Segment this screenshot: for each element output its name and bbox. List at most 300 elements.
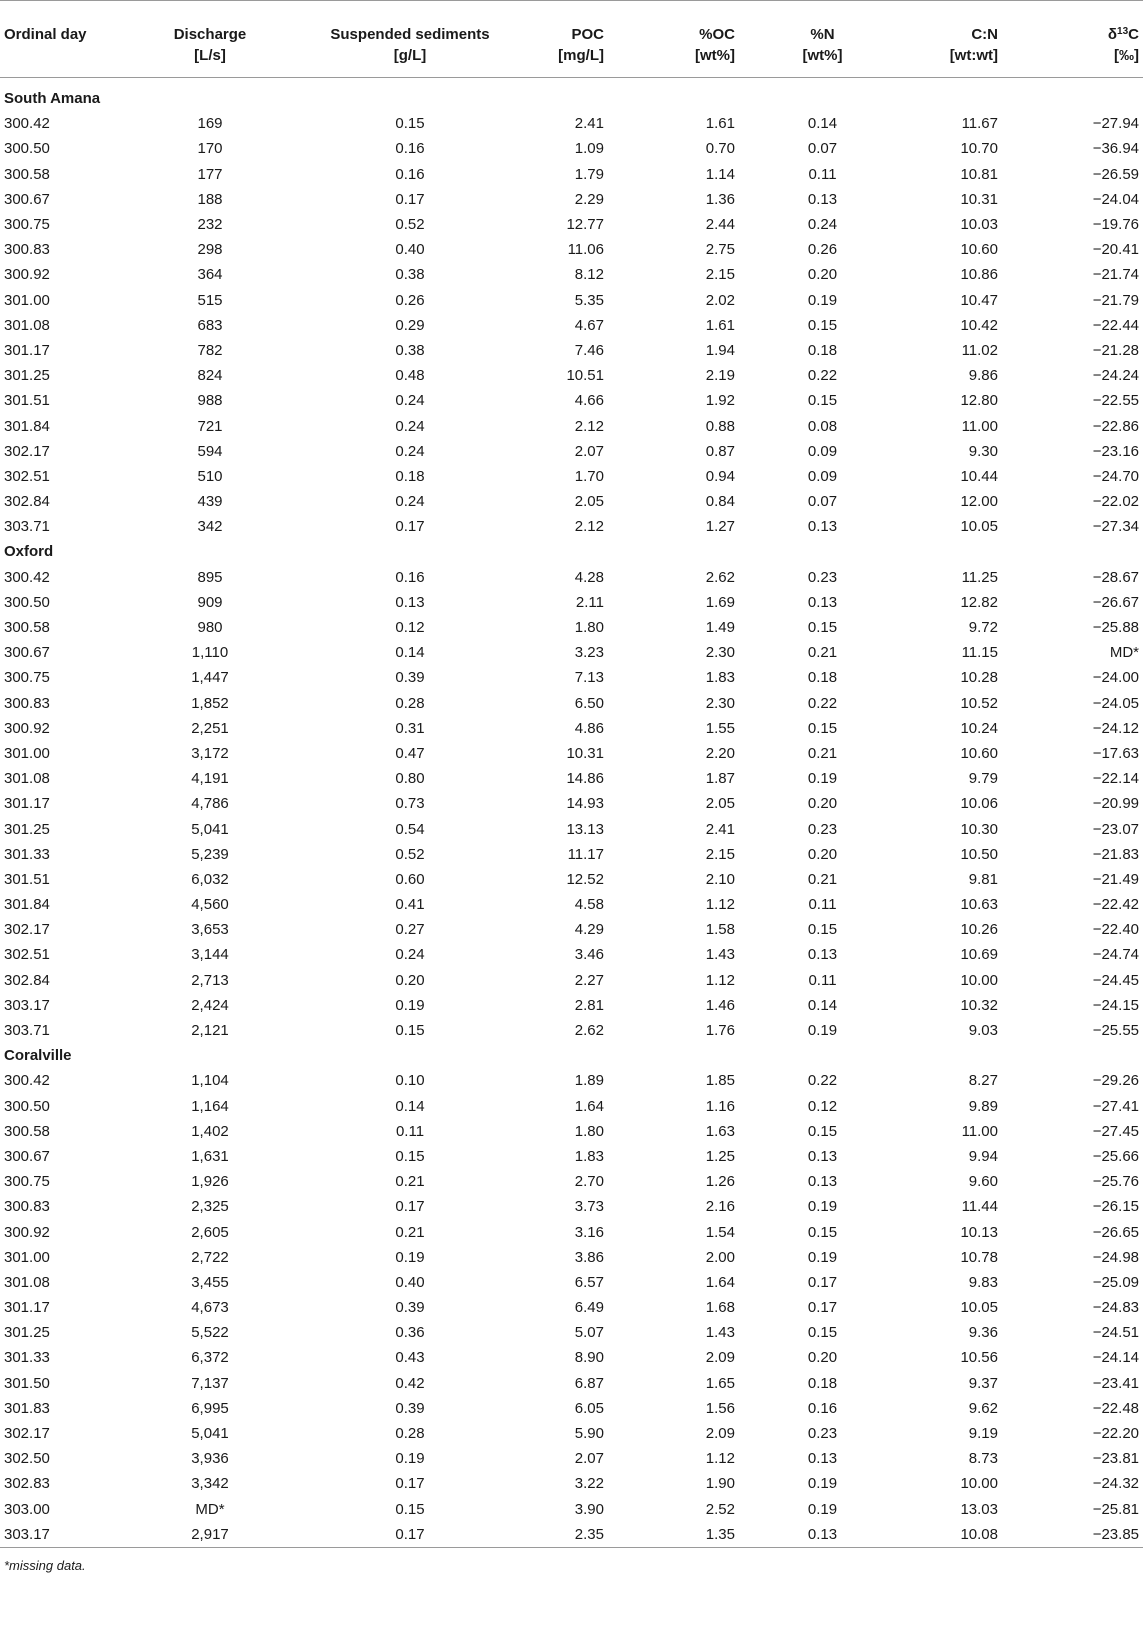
cell-d13c: −20.99: [1092, 795, 1139, 813]
cell-poc: 10.31: [566, 744, 604, 762]
cell-d13c: −24.14: [1092, 1349, 1139, 1367]
cell-d13c: −24.00: [1092, 669, 1139, 687]
cell-cn: 11.00: [961, 1122, 998, 1140]
cell-n: 0.15: [807, 1223, 838, 1241]
cell-oc: 0.84: [705, 493, 735, 511]
cell-ordinal-day: 302.17: [4, 442, 50, 460]
cell-n: 0.16: [807, 1399, 838, 1417]
table-row: [0, 1471, 1143, 1496]
cell-poc: 2.35: [510, 1522, 614, 1548]
cell-discharge: 824: [197, 367, 223, 385]
table-row: [0, 1446, 1143, 1471]
cell-cn: 12.00: [960, 493, 998, 511]
cell-cn: 10.70: [960, 140, 998, 158]
cell-n: 0.19: [807, 1022, 838, 1040]
cell-ordinal-day: 303.71: [4, 1022, 50, 1040]
cell-poc: 2.41: [574, 115, 604, 133]
cell-d13c: −24.15: [1092, 996, 1139, 1014]
cell-poc: 3.16: [574, 1223, 604, 1241]
cell-ordinal-day: 301.51: [4, 870, 50, 888]
cell-discharge: 2,251: [191, 719, 229, 737]
cell-oc: 1.43: [705, 1324, 735, 1342]
cell-poc: 8.90: [574, 1349, 604, 1367]
cell-suspended-sediments: 0.12: [395, 619, 425, 637]
cell-n: 0.11: [808, 971, 837, 989]
table-row: [0, 1219, 1143, 1244]
cell-ordinal-day: 301.08: [4, 770, 50, 788]
cell-d13c: −19.76: [1092, 216, 1139, 234]
cell-poc: 11.17: [567, 845, 604, 863]
unit-n: [wt%]: [763, 45, 882, 78]
cell-suspended-sediments: 0.21: [395, 1223, 425, 1241]
table-row: [0, 766, 1143, 791]
header-row: [0, 1, 1143, 46]
cell-discharge: 980: [197, 619, 223, 637]
cell-discharge: 439: [197, 493, 223, 511]
unit-ordinal-day: [0, 45, 110, 78]
cell-d13c: −21.28: [1092, 341, 1139, 359]
cell-suspended-sediments: 0.18: [395, 467, 425, 485]
cell-n: 0.13: [807, 1450, 838, 1468]
cell-ordinal-day: 303.17: [4, 996, 50, 1014]
cell-n: 0.22: [807, 694, 838, 712]
cell-oc: 2.41: [705, 820, 735, 838]
cell-oc: 2.15: [705, 266, 735, 284]
cell-discharge: 6,995: [191, 1399, 229, 1417]
cell-oc: 2.02: [705, 291, 735, 309]
cell-n: 0.24: [807, 216, 838, 234]
cell-cn: 10.28: [960, 669, 998, 687]
cell-oc: 1.65: [705, 1374, 735, 1392]
cell-oc: 2.30: [705, 694, 735, 712]
column-header-discharge: Discharge: [110, 1, 310, 46]
cell-n: 0.09: [807, 442, 838, 460]
cell-suspended-sediments: 0.47: [395, 744, 425, 762]
cell-d13c: −24.12: [1092, 719, 1139, 737]
cell-suspended-sediments: 0.14: [395, 644, 425, 662]
cell-d13c: −23.85: [1040, 1522, 1143, 1548]
cell-oc: 1.12: [705, 971, 735, 989]
cell-cn: 11.25: [961, 568, 998, 586]
cell-d13c: −22.86: [1092, 417, 1139, 435]
cell-n: 0.19: [807, 1475, 838, 1493]
cell-d13c: −28.67: [1092, 568, 1139, 586]
cell-d13c: −22.40: [1092, 921, 1139, 939]
table-row: [0, 968, 1143, 993]
cell-oc: 1.56: [705, 1399, 735, 1417]
cell-poc: 1.80: [574, 619, 604, 637]
cell-n: 0.15: [807, 619, 838, 637]
cell-poc: 4.58: [574, 896, 604, 914]
cell-ordinal-day: 300.92: [4, 719, 50, 737]
cell-suspended-sediments: 0.43: [395, 1349, 425, 1367]
cell-cn: 10.32: [960, 996, 998, 1014]
cell-poc: 5.90: [574, 1425, 604, 1443]
cell-poc: 2.11: [575, 593, 604, 611]
cell-d13c: −23.16: [1092, 442, 1139, 460]
cell-d13c: −25.88: [1092, 619, 1139, 637]
cell-oc: 1.58: [705, 921, 735, 939]
cell-suspended-sediments: 0.17: [395, 190, 425, 208]
table-row: [0, 187, 1143, 212]
cell-oc: 1.16: [705, 1097, 735, 1115]
table-row: [0, 1345, 1143, 1370]
cell-n: 0.09: [807, 467, 838, 485]
cell-n: 0.20: [807, 845, 838, 863]
cell-poc: 6.05: [574, 1399, 604, 1417]
cell-oc: 0.87: [705, 442, 735, 460]
cell-discharge: 4,191: [191, 770, 229, 788]
cell-suspended-sediments: 0.54: [395, 820, 425, 838]
cell-cn: 10.05: [960, 518, 998, 536]
cell-discharge: 169: [197, 115, 223, 133]
cell-discharge: 188: [197, 190, 223, 208]
section-title: South Amana: [4, 90, 101, 108]
cell-poc: 2.27: [574, 971, 604, 989]
cell-ordinal-day: 301.00: [4, 291, 50, 309]
cell-oc: 1.25: [705, 1147, 735, 1165]
table-row: [0, 942, 1143, 967]
table-row: [0, 212, 1143, 237]
cell-ordinal-day: 300.58: [4, 1122, 50, 1140]
cell-ordinal-day: 302.50: [4, 1450, 50, 1468]
cell-discharge: 909: [197, 593, 223, 611]
table-row: [0, 892, 1143, 917]
cell-cn: 9.89: [968, 1097, 998, 1115]
cell-poc: 4.66: [574, 392, 604, 410]
cell-oc: 2.15: [705, 845, 735, 863]
cell-cn: 10.06: [960, 795, 998, 813]
cell-poc: 2.07: [574, 442, 604, 460]
table-row: [0, 162, 1143, 187]
cell-suspended-sediments: 0.19: [395, 1450, 425, 1468]
cell-ordinal-day: 302.84: [4, 971, 50, 989]
cell-poc: 6.49: [574, 1299, 604, 1317]
cell-discharge: 1,926: [191, 1173, 229, 1191]
cell-ordinal-day: 303.00: [4, 1500, 50, 1518]
cell-cn: 10.86: [960, 266, 998, 284]
column-header-cn: C:N: [882, 1, 1040, 46]
cell-oc: 1.61: [705, 316, 735, 334]
table-row: [0, 338, 1143, 363]
cell-poc: 2.29: [574, 190, 604, 208]
cell-d13c: −26.59: [1092, 165, 1139, 183]
cell-d13c: −22.02: [1092, 493, 1139, 511]
cell-discharge: 1,110: [191, 644, 229, 662]
cell-cn: 9.83: [968, 1273, 998, 1291]
cell-discharge: 2,917: [110, 1522, 310, 1548]
cell-suspended-sediments: 0.40: [395, 1273, 425, 1291]
cell-cn: 10.78: [960, 1248, 998, 1266]
cell-poc: 7.13: [574, 669, 604, 687]
cell-poc: 2.81: [574, 996, 604, 1014]
cell-n: 0.19: [807, 1500, 838, 1518]
table-row: [0, 993, 1143, 1018]
cell-ordinal-day: 300.75: [4, 1173, 50, 1191]
cell-poc: 1.80: [574, 1122, 604, 1140]
cell-discharge: 1,104: [191, 1072, 229, 1090]
cell-discharge: 177: [197, 165, 223, 183]
cell-cn: 12.82: [960, 593, 998, 611]
cell-discharge: 2,121: [191, 1022, 229, 1040]
cell-d13c: −36.94: [1092, 140, 1139, 158]
table-row: [0, 262, 1143, 287]
cell-ordinal-day: 302.83: [4, 1475, 50, 1493]
table-row: [0, 1421, 1143, 1446]
table-row: [0, 615, 1143, 640]
cell-ordinal-day: 301.25: [4, 820, 50, 838]
cell-cn: 9.60: [968, 1173, 998, 1191]
cell-n: 0.19: [807, 1198, 838, 1216]
cell-poc: 12.52: [566, 870, 604, 888]
table-row: [0, 1295, 1143, 1320]
cell-cn: 11.67: [961, 115, 998, 133]
cell-ordinal-day: 300.50: [4, 593, 50, 611]
cell-suspended-sediments: 0.38: [395, 341, 425, 359]
table-row: [0, 842, 1143, 867]
cell-discharge: 2,605: [191, 1223, 229, 1241]
cell-d13c: −17.63: [1092, 744, 1139, 762]
cell-discharge: 6,372: [191, 1349, 229, 1367]
cell-oc: 1.61: [705, 115, 735, 133]
units-row: [0, 45, 1143, 78]
cell-d13c: −22.20: [1092, 1425, 1139, 1443]
cell-d13c: −24.74: [1092, 946, 1139, 964]
cell-cn: 10.47: [960, 291, 998, 309]
cell-discharge: 4,560: [191, 896, 229, 914]
cell-cn: 11.00: [961, 417, 998, 435]
cell-oc: 1.54: [705, 1223, 735, 1241]
cell-discharge: 1,447: [191, 669, 229, 687]
cell-n: 0.22: [807, 1072, 838, 1090]
cell-n: 0.23: [807, 568, 838, 586]
cell-cn: 10.31: [960, 190, 998, 208]
cell-cn: 9.62: [968, 1399, 998, 1417]
cell-d13c: −24.04: [1092, 190, 1139, 208]
cell-cn: 10.50: [960, 845, 998, 863]
cell-oc: 0.94: [705, 467, 735, 485]
cell-d13c: −22.48: [1092, 1399, 1139, 1417]
cell-cn: 10.13: [960, 1223, 998, 1241]
cell-poc: 4.29: [574, 921, 604, 939]
table-row: [0, 917, 1143, 942]
table-row: [0, 741, 1143, 766]
cell-poc: 3.46: [574, 946, 604, 964]
cell-poc: 1.70: [574, 467, 604, 485]
cell-ordinal-day: 300.75: [4, 216, 50, 234]
cell-d13c: −22.55: [1092, 392, 1139, 410]
cell-n: 0.26: [807, 241, 838, 259]
cell-oc: 2.05: [705, 795, 735, 813]
cell-suspended-sediments: 0.21: [395, 1173, 425, 1191]
cell-suspended-sediments: 0.48: [395, 367, 425, 385]
section-title: Oxford: [4, 543, 54, 561]
cell-cn: 10.60: [960, 744, 998, 762]
cell-n: 0.13: [807, 1147, 838, 1165]
cell-suspended-sediments: 0.16: [395, 165, 425, 183]
cell-n: 0.13: [807, 518, 838, 536]
cell-oc: 1.87: [705, 770, 735, 788]
cell-suspended-sediments: 0.27: [395, 921, 425, 939]
cell-oc: 1.85: [705, 1072, 735, 1090]
cell-ordinal-day: 300.83: [4, 694, 50, 712]
cell-n: 0.17: [807, 1299, 838, 1317]
cell-cn: 9.30: [968, 442, 998, 460]
cell-oc: 1.46: [705, 996, 735, 1014]
cell-cn: 10.52: [960, 694, 998, 712]
cell-suspended-sediments: 0.29: [395, 316, 425, 334]
cell-discharge: 510: [197, 467, 223, 485]
cell-poc: 2.05: [574, 493, 604, 511]
cell-d13c: −27.34: [1092, 518, 1139, 536]
cell-n: 0.14: [807, 996, 838, 1014]
cell-oc: 2.09: [705, 1425, 735, 1443]
table-row: [0, 1144, 1143, 1169]
cell-poc: 2.07: [574, 1450, 604, 1468]
cell-suspended-sediments: 0.28: [395, 1425, 425, 1443]
cell-discharge: 2,424: [191, 996, 229, 1014]
cell-d13c: −24.32: [1092, 1475, 1139, 1493]
cell-discharge: 5,041: [191, 820, 229, 838]
cell-poc: 8.12: [574, 266, 604, 284]
cell-discharge: 6,032: [191, 870, 229, 888]
cell-n: 0.23: [807, 820, 838, 838]
cell-cn: 8.73: [968, 1450, 998, 1468]
cell-poc: 4.67: [574, 316, 604, 334]
cell-ordinal-day: 301.00: [4, 1248, 50, 1266]
cell-ordinal-day: 301.08: [4, 316, 50, 334]
column-header-suspended-sediments: Suspended sediments: [310, 1, 510, 46]
cell-ordinal-day: 300.83: [4, 1198, 50, 1216]
table-row: [0, 691, 1143, 716]
cell-d13c: −26.67: [1092, 593, 1139, 611]
cell-d13c: −24.05: [1092, 694, 1139, 712]
cell-n: 0.23: [807, 1425, 838, 1443]
cell-oc: 0.70: [705, 140, 735, 158]
unit-poc: [mg/L]: [510, 45, 614, 78]
cell-n: 0.20: [807, 1349, 838, 1367]
cell-poc: 12.77: [566, 216, 604, 234]
cell-suspended-sediments: 0.14: [395, 1097, 425, 1115]
table-row: [0, 1497, 1143, 1522]
cell-n: 0.21: [807, 644, 838, 662]
cell-cn: 9.36: [968, 1324, 998, 1342]
cell-ordinal-day: 303.17: [0, 1522, 110, 1548]
cell-n: 0.15: [807, 392, 838, 410]
cell-d13c: −27.94: [1092, 115, 1139, 133]
cell-poc: 3.90: [574, 1500, 604, 1518]
cell-cn: 10.03: [960, 216, 998, 234]
cell-poc: 1.83: [574, 1147, 604, 1165]
cell-d13c: MD*: [1109, 644, 1139, 662]
table-row: [0, 640, 1143, 665]
cell-discharge: 2,722: [191, 1248, 229, 1266]
cell-poc: 6.57: [574, 1273, 604, 1291]
cell-d13c: −25.81: [1092, 1500, 1139, 1518]
cell-oc: 2.09: [705, 1349, 735, 1367]
cell-oc: 2.16: [705, 1198, 735, 1216]
cell-ordinal-day: 300.42: [4, 115, 50, 133]
cell-suspended-sediments: 0.17: [395, 518, 425, 536]
cell-n: 0.17: [807, 1273, 838, 1291]
cell-oc: 1.64: [705, 1273, 735, 1291]
cell-oc: 1.12: [705, 1450, 735, 1468]
cell-discharge: 594: [197, 442, 223, 460]
cell-n: 0.13: [807, 1173, 838, 1191]
cell-d13c: −21.79: [1092, 291, 1139, 309]
cell-n: 0.19: [807, 291, 838, 309]
cell-d13c: −27.45: [1092, 1122, 1139, 1140]
cell-discharge: 364: [197, 266, 223, 284]
cell-suspended-sediments: 0.10: [395, 1072, 425, 1090]
cell-cn: 8.27: [968, 1072, 998, 1090]
cell-oc: 1.90: [705, 1475, 735, 1493]
table-row: [0, 288, 1143, 313]
cell-cn: 10.42: [960, 316, 998, 334]
cell-discharge: MD*: [195, 1500, 225, 1518]
cell-ordinal-day: 300.92: [4, 1223, 50, 1241]
table-row: [0, 590, 1143, 615]
cell-ordinal-day: 300.67: [4, 1147, 50, 1165]
cell-suspended-sediments: 0.24: [395, 417, 425, 435]
cell-d13c: −22.42: [1092, 896, 1139, 914]
table-row: [0, 867, 1143, 892]
cell-poc: 4.28: [574, 568, 604, 586]
cell-cn: 10.63: [960, 896, 998, 914]
cell-cn: 10.00: [960, 971, 998, 989]
cell-d13c: −22.44: [1092, 316, 1139, 334]
cell-oc: 2.00: [705, 1248, 735, 1266]
cell-oc: 1.55: [705, 719, 735, 737]
table-row: [0, 439, 1143, 464]
cell-poc: 2.12: [574, 417, 604, 435]
cell-d13c: −24.98: [1092, 1248, 1139, 1266]
table-row: [0, 1068, 1143, 1093]
cell-n: 0.18: [807, 341, 838, 359]
cell-oc: 1.94: [705, 341, 735, 359]
cell-cn: 10.44: [960, 467, 998, 485]
section-header-row: [0, 539, 1143, 564]
cell-poc: 6.87: [574, 1374, 604, 1392]
cell-discharge: 3,936: [191, 1450, 229, 1468]
table-row: [0, 514, 1143, 539]
cell-discharge: 1,631: [191, 1147, 229, 1165]
cell-n: 0.11: [808, 165, 837, 183]
cell-suspended-sediments: 0.19: [395, 1248, 425, 1266]
cell-ordinal-day: 300.83: [4, 241, 50, 259]
cell-n: 0.18: [807, 1374, 838, 1392]
table-row: [0, 791, 1143, 816]
cell-suspended-sediments: 0.16: [395, 140, 425, 158]
cell-ordinal-day: 301.25: [4, 367, 50, 385]
table-row: [0, 665, 1143, 690]
table-row: [0, 1119, 1143, 1144]
cell-discharge: 5,041: [191, 1425, 229, 1443]
cell-cn: 10.08: [882, 1522, 1040, 1548]
cell-poc: 1.64: [574, 1097, 604, 1115]
cell-ordinal-day: 300.75: [4, 669, 50, 687]
cell-suspended-sediments: 0.60: [395, 870, 425, 888]
cell-suspended-sediments: 0.42: [395, 1374, 425, 1392]
cell-poc: 2.12: [574, 518, 604, 536]
cell-suspended-sediments: 0.38: [395, 266, 425, 284]
table-row: [0, 388, 1143, 413]
cell-oc: 1.14: [705, 165, 735, 183]
cell-suspended-sediments: 0.73: [395, 795, 425, 813]
cell-discharge: 721: [197, 417, 223, 435]
cell-ordinal-day: 302.17: [4, 1425, 50, 1443]
cell-poc: 2.62: [574, 1022, 604, 1040]
